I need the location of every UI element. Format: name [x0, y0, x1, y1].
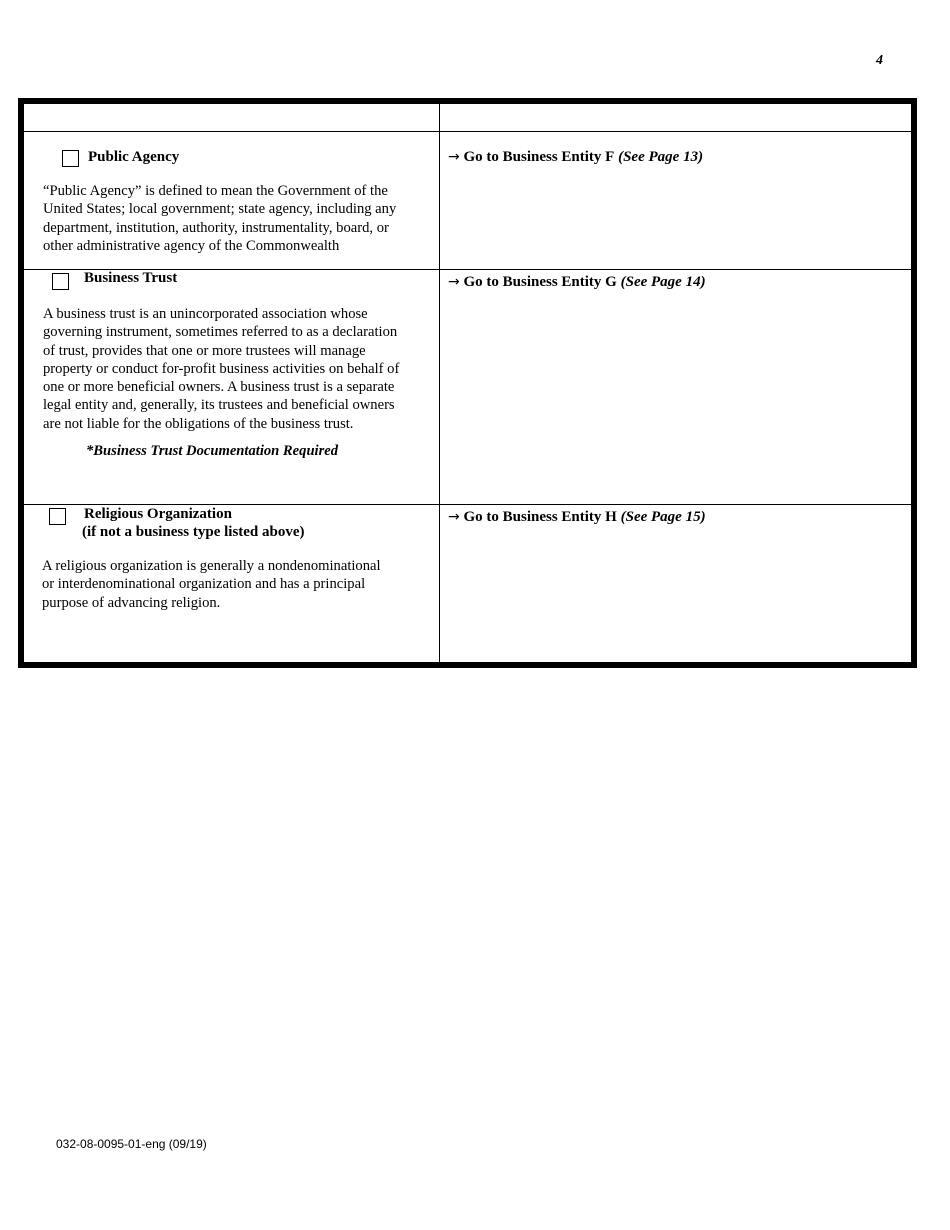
business-trust-checkbox[interactable] [52, 273, 69, 290]
goto-page-ref: (See Page 14) [620, 274, 706, 290]
public-agency-goto [448, 149, 703, 166]
religious-organization-heading: Religious Organization [84, 506, 232, 522]
goto-page-ref: (See Page 13) [618, 149, 704, 165]
page-number: 4 [876, 53, 883, 68]
arrow-right-icon: → [448, 274, 460, 290]
arrow-right-icon: → [448, 149, 460, 165]
row-divider [24, 131, 911, 132]
religious-organization-goto [448, 509, 706, 526]
public-agency-checkbox[interactable] [62, 150, 79, 167]
row-divider [24, 504, 911, 505]
business-trust-description: A business trust is an unincorporated association whose governing instrument, sometimes referred to as a declaration of trust, provides that one or more trustees will manage property or conduct for-profit business activities on behalf of one or more beneficial owners. A business trust is a separate legal entity and, generally, its trustees and beneficial owners are not liable for the obligations of the business trust. [43, 306, 400, 432]
arrow-right-icon: → [448, 509, 460, 525]
goto-label: Go to Business Entity G [463, 274, 617, 290]
religious-organization-subheading: (if not a business type listed above) [82, 524, 305, 540]
column-divider [439, 104, 440, 662]
goto-label: Go to Business Entity H [463, 509, 617, 525]
goto-label: Go to Business Entity F [463, 149, 615, 165]
entity-type-table [18, 98, 917, 668]
religious-organization-description: A religious organization is generally a nondenominational or interdenominational organization and has a principal purpose of advancing religion. [42, 558, 381, 611]
business-trust-heading: Business Trust [84, 270, 178, 286]
religious-organization-checkbox[interactable] [49, 508, 66, 525]
business-trust-goto [448, 274, 706, 291]
business-trust-documentation-note: *Business Trust Documentation Required [86, 443, 339, 459]
goto-page-ref: (See Page 15) [620, 509, 706, 525]
form-code: 032-08-0095-01-eng (09/19) [56, 1137, 207, 1151]
public-agency-description: “Public Agency” is defined to mean the Government of the United States; local government; state agency, including any department, institution, authority, instrumentality, board, or other administrative agency of the Commonwealth [43, 183, 397, 254]
public-agency-heading: Public Agency [88, 149, 180, 165]
